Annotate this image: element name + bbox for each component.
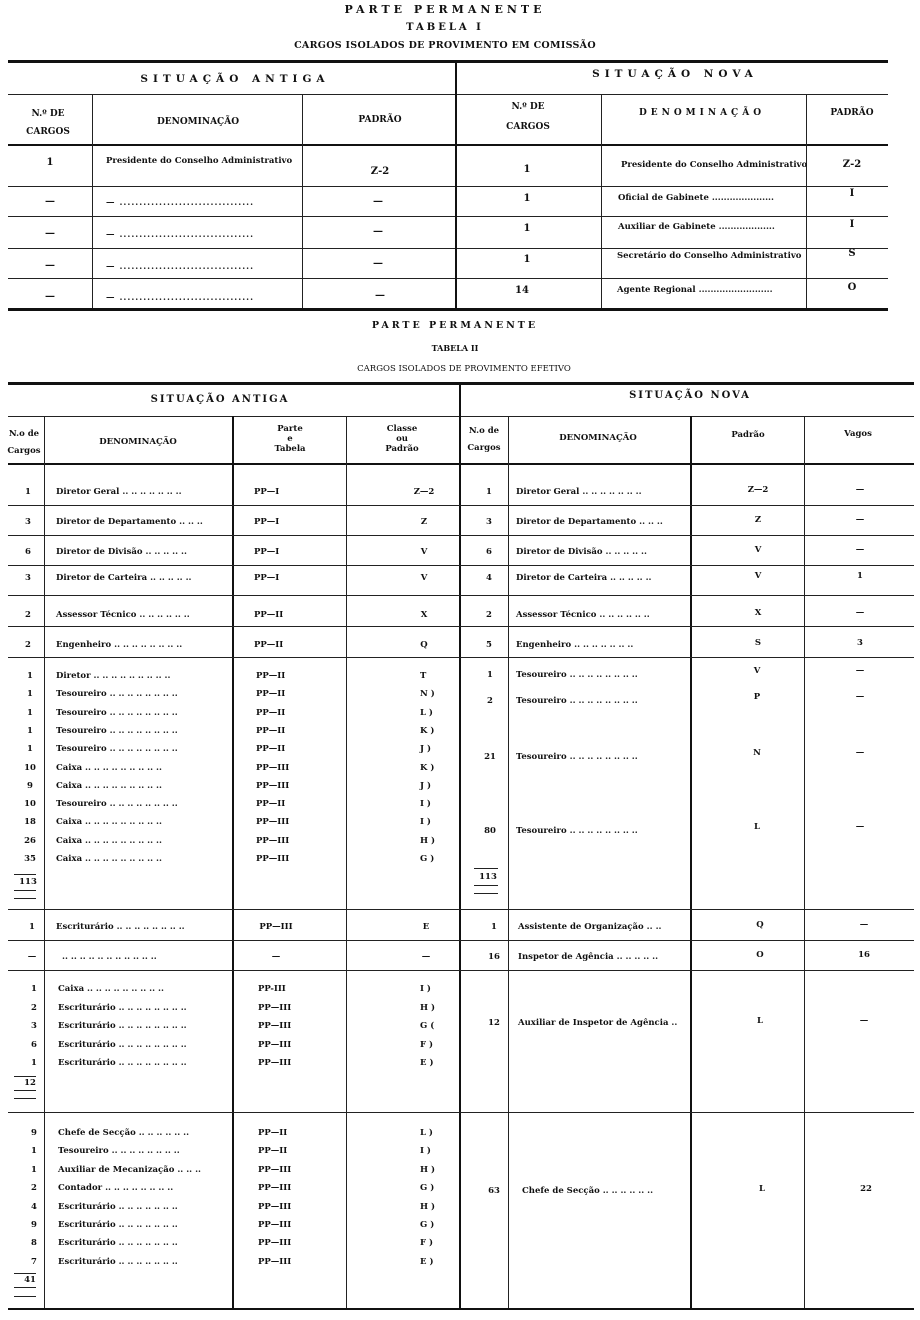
col-divider [806, 94, 807, 308]
total-rule [14, 1090, 36, 1091]
col-divider [302, 94, 303, 308]
classe-padrao: H ) [420, 835, 436, 846]
parte-tabela: PP—III [258, 1021, 292, 1031]
rule [8, 565, 914, 566]
new-num: 3 [486, 517, 492, 527]
old-denom: Escriturário .. .. .. .. .. .. .. .. [58, 1039, 187, 1050]
old-denom: Diretor .. .. .. .. .. .. .. .. .. [56, 671, 171, 681]
old-denom: Tesoureiro .. .. .. .. .. .. .. .. [56, 725, 178, 736]
old-num: 7 [31, 1256, 37, 1267]
total-rule [14, 1273, 36, 1274]
old-num: 1 [27, 689, 33, 700]
new-padrao: I [849, 188, 855, 199]
new-denom: Tesoureiro .. .. .. .. .. .. .. .. [516, 826, 638, 836]
vagos: 3 [857, 638, 863, 648]
total-rule [474, 885, 498, 886]
new-denom: Auxiliar de Inspetor de Agência .. [518, 1018, 678, 1028]
vagos: 1 [857, 571, 863, 581]
new-denom: Agente Regional ......................... [617, 285, 773, 295]
parte-tabela: PP—II [256, 744, 286, 755]
old-denom: Escriturário .. .. .. .. .. .. .. [58, 1256, 178, 1267]
parte-tabela: PP—III [258, 1058, 292, 1068]
parte-tabela: PP—III [259, 922, 293, 932]
classe-padrao: G ) [420, 1183, 435, 1194]
classe-padrao: J ) [420, 780, 432, 791]
padrao: Z [754, 515, 762, 525]
parte-tabela: PP—III [258, 1201, 292, 1212]
col-num-header: CARGOS [26, 127, 70, 137]
classe-padrao: I ) [420, 817, 431, 828]
table2-subtitle: CARGOS ISOLADOS DE PROVIMENTO EFETIVO [357, 364, 571, 374]
parte-tabela: PP—II [256, 799, 286, 810]
padrao: Q [756, 920, 764, 930]
col-num-header: N.º DE [31, 109, 65, 119]
vagos: — [855, 748, 865, 758]
classe-padrao: G ) [420, 854, 435, 864]
new-denom: Assessor Técnico .. .. .. .. .. .. [516, 610, 650, 620]
new-num: 1 [487, 670, 493, 680]
classe-padrao: Z [420, 517, 428, 527]
rule [8, 382, 914, 385]
old-denom: Tesoureiro .. .. .. .. .. .. .. .. [56, 689, 178, 700]
vagos: — [855, 666, 865, 676]
old-denom: — .................................. [106, 293, 255, 303]
vagos: — [859, 920, 869, 930]
rule [8, 657, 914, 658]
parte-tabela: PP—III [258, 1220, 292, 1230]
new-denom: Tesoureiro .. .. .. .. .. .. .. .. [516, 752, 638, 762]
parte-tabela: — [271, 952, 281, 962]
old-denom: Contador .. .. .. .. .. .. .. .. [58, 1183, 174, 1194]
new-num: 2 [487, 696, 493, 706]
old-num: 9 [27, 780, 33, 791]
classe-padrao: L ) [420, 1128, 433, 1138]
col-num-header: Cargos [467, 443, 501, 453]
padrao: V [753, 666, 761, 676]
col-divider [232, 416, 234, 1308]
rule [8, 505, 914, 506]
old-denom: Diretor de Carteira .. .. .. .. .. [56, 573, 192, 583]
classe-padrao: T [420, 671, 427, 681]
old-num: 1 [27, 707, 33, 718]
new-num: 4 [486, 573, 492, 583]
classe-padrao: E ) [420, 1256, 434, 1267]
rule [8, 94, 888, 95]
new-denom: Secretário do Conselho Administrativo [617, 251, 802, 261]
old-denom: Escriturário .. .. .. .. .. .. .. .. [58, 1002, 187, 1013]
classe-padrao: V [420, 547, 428, 557]
old-num: 10 [24, 762, 36, 773]
old-num: — [27, 952, 37, 962]
new-num: 12 [488, 1018, 500, 1028]
col-parte-header: Parte [277, 424, 303, 434]
col-divider [601, 94, 602, 308]
old-denom: Escriturário .. .. .. .. .. .. .. .. [58, 1058, 187, 1068]
old-num: 1 [27, 671, 33, 681]
table2-label: TABELA II [431, 343, 479, 353]
padrao: S [754, 638, 762, 648]
old-num: 1 [27, 725, 33, 736]
classe-padrao: H ) [420, 1164, 436, 1175]
old-num: 3 [25, 517, 31, 527]
new-situation-header: SITUAÇÃO NOVA [592, 68, 758, 80]
old-denom: Diretor Geral .. .. .. .. .. .. .. [56, 487, 182, 497]
classe-padrao: Q [420, 640, 428, 650]
old-num: 6 [31, 1039, 37, 1050]
old-num: 1 [31, 984, 37, 994]
new-padrao: I [849, 219, 855, 230]
rule [8, 60, 888, 63]
classe-padrao: — [421, 952, 431, 962]
parte-tabela: PP—III [256, 817, 290, 828]
old-num: 2 [31, 1183, 37, 1194]
parte-tabela: PP—I [254, 517, 280, 527]
old-num: 3 [25, 573, 31, 583]
col-padrao-header: Padrão [731, 430, 765, 440]
old-situation-header: SITUAÇÃO ANTIGA [150, 394, 290, 405]
new-denom: Diretor Geral .. .. .. .. .. .. .. [516, 487, 642, 497]
parte-tabela: PP—II [256, 689, 286, 700]
col-vagos-header: Vagos [844, 429, 872, 439]
new-num: 21 [484, 752, 496, 762]
col-classe-header: Classe [386, 424, 418, 434]
col-divider [44, 416, 45, 1308]
old-total: 113 [19, 877, 37, 887]
rule [8, 144, 888, 146]
new-num: 6 [486, 547, 492, 557]
old-num: 6 [25, 547, 31, 557]
new-padrao: S [848, 248, 856, 259]
new-num: 1 [523, 164, 531, 175]
old-num: — [45, 291, 55, 302]
vagos: 22 [860, 1184, 872, 1194]
parte-tabela: PP—II [258, 1128, 288, 1138]
old-padrao: — [375, 290, 385, 301]
old-denom: Diretor de Departamento .. .. .. [56, 517, 203, 527]
new-num: 1 [523, 223, 531, 234]
classe-padrao: I ) [420, 1146, 431, 1157]
classe-padrao: X [420, 610, 428, 620]
total-rule [474, 893, 498, 894]
rule [8, 463, 914, 465]
rule [8, 909, 914, 910]
col-num-header: N.º DE [511, 102, 545, 112]
padrao: Z—2 [747, 485, 769, 495]
vagos: — [855, 485, 865, 495]
col-divider [346, 416, 347, 1308]
parte-tabela: PP—III [258, 1039, 292, 1050]
new-num: 16 [488, 952, 500, 962]
col-padrao-header: PADRÃO [830, 108, 874, 118]
old-denom: Caixa .. .. .. .. .. .. .. .. .. [56, 817, 162, 828]
classe-padrao: K ) [420, 762, 435, 773]
classe-padrao: E [422, 922, 430, 932]
old-num: 1 [29, 922, 35, 932]
old-num: 2 [25, 610, 31, 620]
new-denom: Inspetor de Agência .. .. .. .. .. [518, 952, 659, 962]
old-denom: Tesoureiro .. .. .. .. .. .. .. .. [56, 799, 178, 810]
total-rule [14, 898, 36, 899]
total-rule [14, 1287, 36, 1288]
old-padrao: — [373, 226, 383, 237]
new-denom: Oficial de Gabinete ..................... [618, 193, 774, 203]
new-num: 1 [491, 922, 497, 932]
vagos: — [855, 692, 865, 702]
classe-padrao: H ) [420, 1201, 436, 1212]
parte-tabela: PP—II [254, 610, 284, 620]
new-padrao: Z-2 [842, 159, 862, 170]
parte-tabela: PP—III [258, 1164, 292, 1175]
rule [8, 416, 914, 417]
rule [8, 186, 888, 187]
old-denom: Assessor Técnico .. .. .. .. .. .. [56, 610, 190, 620]
padrao: L [754, 822, 760, 832]
new-padrao: O [847, 282, 857, 293]
parte-tabela: PP—I [254, 547, 280, 557]
old-denom: Caixa .. .. .. .. .. .. .. .. .. [56, 780, 162, 791]
new-denom: Tesoureiro .. .. .. .. .. .. .. .. [516, 696, 638, 706]
classe-padrao: G ) [420, 1220, 435, 1230]
old-denom: Caixa .. .. .. .. .. .. .. .. .. [56, 854, 162, 864]
new-num: 5 [486, 640, 492, 650]
old-num: 35 [24, 854, 36, 864]
old-denom: Caixa .. .. .. .. .. .. .. .. .. [58, 984, 164, 994]
total-rule [14, 1076, 36, 1077]
total-rule [14, 1296, 36, 1297]
padrao: V [754, 571, 762, 581]
parte-tabela: PP—II [256, 671, 286, 681]
new-denom: Engenheiro .. .. .. .. .. .. .. [516, 640, 634, 650]
col-num-header: Cargos [7, 446, 41, 456]
new-num: 2 [486, 610, 492, 620]
classe-padrao: N ) [420, 689, 435, 700]
parte-tabela: PP—II [258, 1146, 288, 1157]
parte-tabela: PP—III [256, 854, 290, 864]
new-denom: Diretor de Carteira .. .. .. .. .. [516, 573, 652, 583]
new-denom: Presidente do Conselho Administrativo [621, 160, 808, 170]
new-num: 63 [488, 1186, 500, 1196]
old-num: 4 [31, 1201, 37, 1212]
old-num: 1 [31, 1058, 37, 1068]
rule [8, 595, 914, 596]
table1-part-title: PARTE PERMANENTE [344, 3, 546, 16]
parte-tabela: PP—III [256, 780, 290, 791]
old-denom: Presidente do Conselho Administrativo [106, 156, 293, 166]
classe-padrao: I ) [420, 984, 431, 994]
classe-padrao: G ( [420, 1021, 435, 1031]
old-denom: Tesoureiro .. .. .. .. .. .. .. .. [56, 744, 178, 755]
rule [8, 278, 888, 279]
total-rule [14, 1098, 36, 1099]
new-num: 1 [523, 193, 531, 204]
old-padrao: — [373, 196, 383, 207]
classe-padrao: K ) [420, 725, 435, 736]
vagos: — [859, 1016, 869, 1026]
col-denom-header: DENOMINAÇÃO [156, 117, 240, 127]
rule [8, 1112, 914, 1113]
col-parte-header: e [287, 434, 293, 444]
old-padrao: — [373, 258, 383, 269]
col-divider [92, 94, 93, 308]
col-num-header: N.o de [8, 429, 40, 439]
rule [8, 216, 888, 217]
old-denom: — .................................. [106, 262, 255, 272]
col-classe-header: Padrão [385, 444, 419, 454]
total-rule [474, 868, 498, 869]
table1-subtitle: CARGOS ISOLADOS DE PROVIMENTO EM COMISSÃO [294, 40, 596, 51]
padrao: X [754, 608, 762, 618]
padrao: V [754, 545, 762, 555]
col-denom-header: DENOMINAÇÃO [99, 437, 177, 447]
rule [8, 940, 914, 941]
old-num: 8 [31, 1238, 37, 1249]
rule [8, 535, 914, 536]
parte-tabela: PP—II [254, 640, 284, 650]
classe-padrao: F ) [420, 1039, 434, 1050]
old-situation-header: SITUAÇÃO ANTIGA [140, 73, 330, 85]
old-denom: Tesoureiro .. .. .. .. .. .. .. .. [58, 1146, 180, 1157]
old-num: 2 [25, 640, 31, 650]
parte-tabela: PP—III [258, 1238, 292, 1249]
total-rule [14, 874, 36, 875]
old-num: 9 [31, 1128, 37, 1138]
col-num-header: CARGOS [506, 122, 550, 132]
parte-tabela: PP-III [258, 984, 286, 994]
new-denom: Chefe de Secção .. .. .. .. .. .. [522, 1186, 654, 1196]
parte-tabela: PP—III [256, 835, 290, 846]
rule [8, 626, 914, 627]
old-denom: Tesoureiro .. .. .. .. .. .. .. .. [56, 707, 178, 718]
new-denom: Diretor de Divisão .. .. .. .. .. [516, 547, 647, 557]
old-num: 2 [31, 1002, 37, 1013]
classe-padrao: V [420, 573, 428, 583]
new-denom: Assistente de Organização .. .. [518, 922, 662, 932]
old-num: 26 [24, 835, 36, 846]
old-num: — [45, 228, 55, 239]
old-denom: Chefe de Secção .. .. .. .. .. .. [58, 1128, 190, 1138]
padrao: L [759, 1184, 765, 1194]
old-denom: Escriturário .. .. .. .. .. .. .. .. [56, 922, 185, 932]
old-denom: Escriturário .. .. .. .. .. .. .. .. [58, 1021, 187, 1031]
classe-padrao: L ) [420, 707, 433, 718]
old-denom: Auxiliar de Mecanização .. .. .. [58, 1164, 202, 1175]
col-divider [804, 416, 805, 1308]
new-num: 80 [484, 826, 496, 836]
old-denom: Escriturário .. .. .. .. .. .. .. [58, 1220, 178, 1230]
padrao: N [753, 748, 761, 758]
new-denom: Auxiliar de Gabinete ................... [618, 222, 775, 232]
col-parte-header: Tabela [274, 444, 306, 454]
classe-padrao: J ) [420, 744, 432, 755]
old-num: 1 [31, 1146, 37, 1157]
old-num: 9 [31, 1220, 37, 1230]
parte-tabela: PP—III [258, 1256, 292, 1267]
old-num: 1 [46, 157, 54, 168]
old-denom: Escriturário .. .. .. .. .. .. .. [58, 1238, 178, 1249]
col-divider [508, 416, 509, 1308]
new-denom: Tesoureiro .. .. .. .. .. .. .. .. [516, 670, 638, 680]
col-divider [455, 62, 457, 308]
old-denom: Caixa .. .. .. .. .. .. .. .. .. [56, 762, 162, 773]
old-denom: Engenheiro .. .. .. .. .. .. .. .. [56, 640, 183, 650]
new-num: 1 [523, 254, 531, 265]
old-denom: — .................................. [106, 230, 255, 240]
vagos: 16 [858, 950, 870, 960]
new-num: 14 [515, 285, 529, 296]
old-num: 1 [31, 1164, 37, 1175]
parte-tabela: PP—I [254, 573, 280, 583]
parte-tabela: PP—III [258, 1183, 292, 1194]
col-padrao-header: PADRÃO [358, 115, 402, 125]
vagos: — [855, 608, 865, 618]
col-denom-header: DENOMINAÇÃO [559, 433, 637, 443]
old-denom: .. .. .. .. .. .. .. .. .. .. .. [62, 952, 157, 962]
old-total: 12 [24, 1078, 36, 1088]
vagos: — [855, 822, 865, 832]
rule [8, 970, 914, 971]
parte-tabela: PP—III [256, 762, 290, 773]
col-classe-header: ou [396, 434, 408, 444]
table1-label: TABELA I [406, 22, 484, 33]
parte-tabela: PP—I [254, 487, 280, 497]
old-num: — [45, 196, 55, 207]
old-num: 1 [27, 744, 33, 755]
new-situation-header: SITUAÇÃO NOVA [629, 390, 751, 401]
col-divider [459, 385, 461, 1308]
new-denom: Diretor de Departamento .. .. .. [516, 517, 663, 527]
rule [8, 308, 888, 311]
classe-padrao: E ) [420, 1058, 434, 1068]
parte-tabela: PP—III [258, 1002, 292, 1013]
old-num: 3 [31, 1021, 37, 1031]
new-num: 1 [486, 487, 492, 497]
total-rule [14, 890, 36, 891]
padrao: P [753, 692, 761, 702]
classe-padrao: Z—2 [413, 487, 435, 497]
old-num: — [45, 260, 55, 271]
old-denom: Caixa .. .. .. .. .. .. .. .. .. [56, 835, 162, 846]
vagos: — [855, 545, 865, 555]
old-denom: — .................................. [106, 198, 255, 208]
rule [8, 248, 888, 249]
classe-padrao: I ) [420, 799, 431, 810]
col-divider [690, 416, 692, 1308]
classe-padrao: F ) [420, 1238, 434, 1249]
new-total: 113 [479, 872, 497, 882]
old-padrao: Z-2 [370, 166, 390, 177]
old-denom: Escriturário .. .. .. .. .. .. .. [58, 1201, 178, 1212]
old-denom: Diretor de Divisão .. .. .. .. .. [56, 547, 187, 557]
classe-padrao: H ) [420, 1002, 436, 1013]
old-total: 41 [24, 1275, 36, 1285]
table2-part-title: PARTE PERMANENTE [371, 320, 539, 331]
padrao: O [756, 950, 764, 960]
parte-tabela: PP—II [256, 707, 286, 718]
vagos: — [855, 515, 865, 525]
col-num-header: N.o de [468, 426, 500, 436]
rule [8, 1308, 914, 1310]
padrao: L [757, 1016, 763, 1026]
old-num: 10 [24, 799, 36, 810]
old-num: 18 [24, 817, 36, 828]
col-denom-header: DENOMINAÇÃO [638, 108, 766, 118]
old-num: 1 [25, 487, 31, 497]
parte-tabela: PP—II [256, 725, 286, 736]
